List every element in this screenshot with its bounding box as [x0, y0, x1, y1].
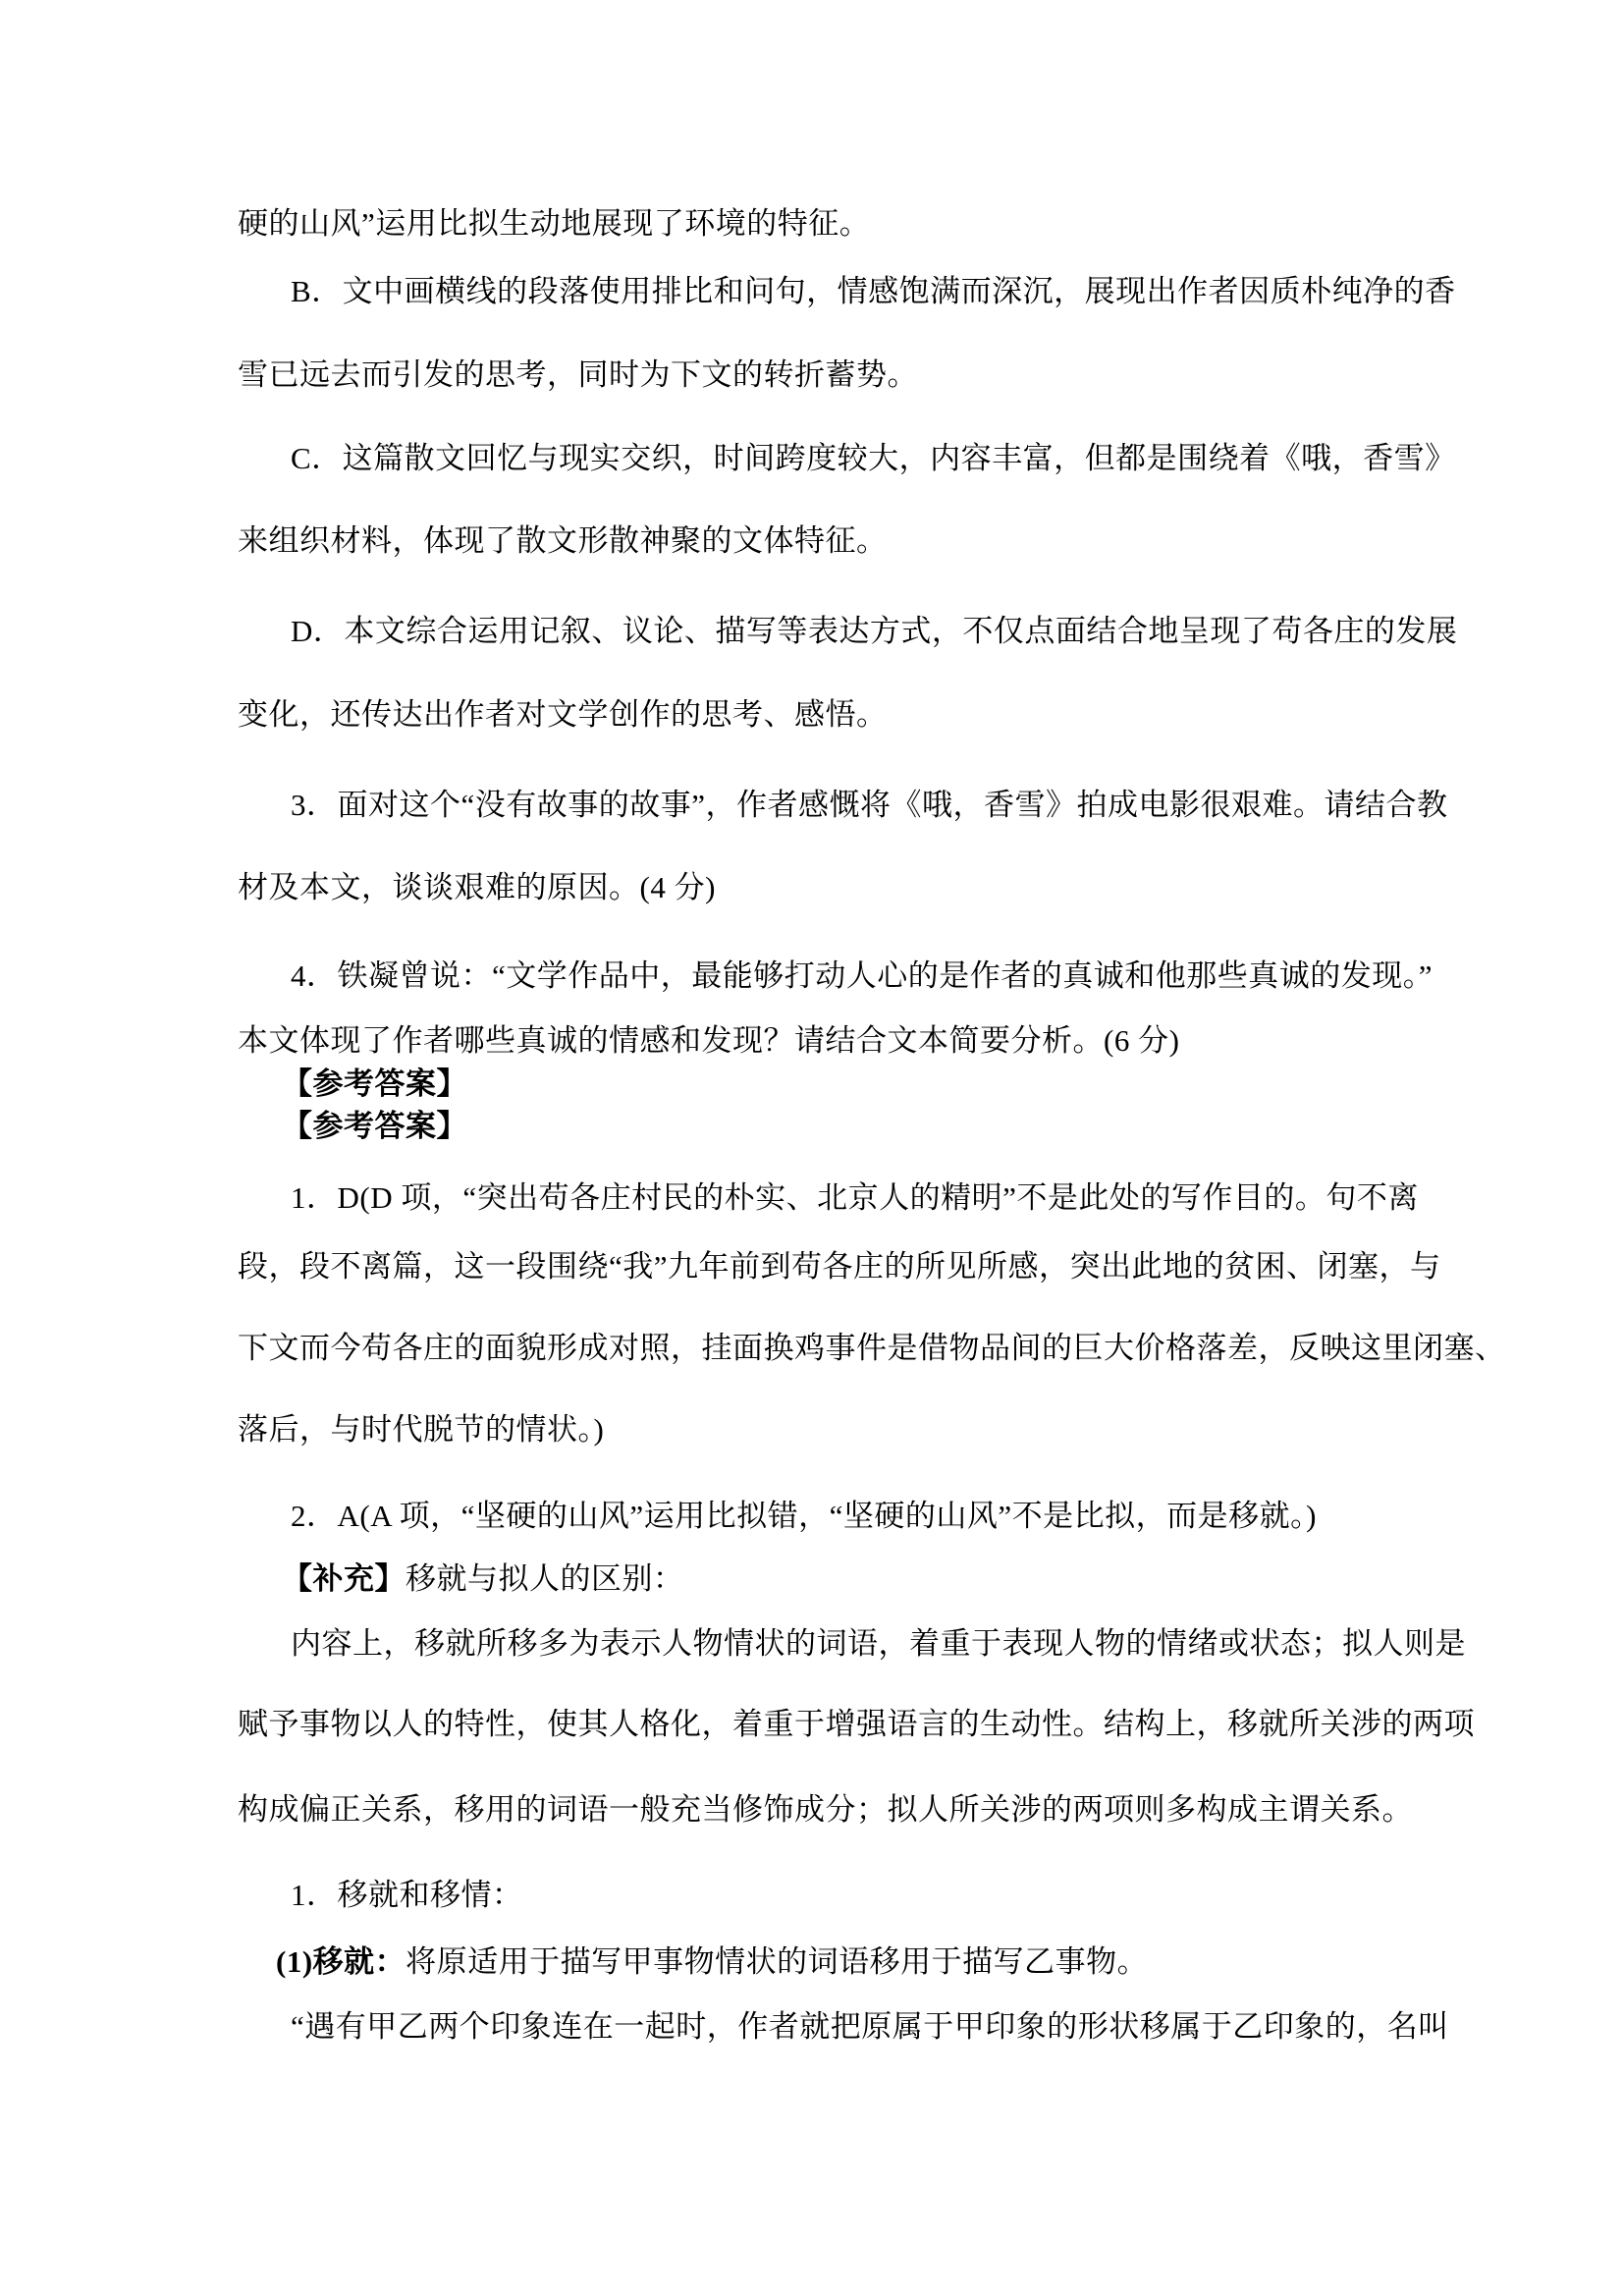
supplement-heading	[282, 1561, 684, 1597]
line-text: 4．铁凝曾说：“文学作品中，最能够打动人心的是作者的真诚和他那些真诚的发现。”	[291, 958, 1434, 993]
text-line	[291, 1626, 1466, 1662]
text-line	[238, 1412, 604, 1448]
text-line	[238, 523, 888, 559]
line-text: 来组织材料，体现了散文形散神聚的文体特征。	[238, 523, 888, 558]
line-text: C．这篇散文回忆与现实交织，时间跨度较大，内容丰富，但都是围绕着《哦，香雪》	[291, 441, 1456, 475]
line-bold-text: 【补充】	[282, 1561, 406, 1596]
line-text: 本文体现了作者哪些真诚的情感和发现？请结合文本简要分析。(6 分)	[238, 1023, 1180, 1058]
line-bold-text: (1)移就：	[276, 1944, 406, 1979]
text-line	[238, 1249, 1441, 1285]
text-line	[291, 1499, 1317, 1534]
text-line	[238, 1792, 1413, 1828]
line-text: 内容上，移就所移多为表示人物情状的词语，着重于表现人物的情绪或状态；拟人则是	[291, 1626, 1466, 1661]
line-text: 硬的山风”运用比拟生动地展现了环境的特征。	[238, 206, 871, 241]
text-line	[291, 1180, 1419, 1216]
line-text: 2．A(A 项，“坚硬的山风”运用比拟错，“坚硬的山风”不是比拟，而是移就。)	[291, 1499, 1317, 1533]
text-line	[238, 206, 870, 242]
text-line	[291, 274, 1456, 309]
line-text: 将原适用于描写甲事物情状的词语移用于描写乙事物。	[406, 1944, 1149, 1979]
line-text: 材及本文，谈谈艰难的原因。(4 分)	[238, 870, 716, 904]
reference-answer-heading	[282, 1109, 467, 1144]
reference-answer-heading	[282, 1066, 467, 1102]
text-line	[238, 697, 888, 733]
line-text: B．文中画横线的段落使用排比和问句，情感饱满而深沉，展现出作者因质朴纯净的香	[291, 274, 1456, 308]
text-line	[291, 1878, 523, 1913]
line-bold-text: 【参考答案】	[282, 1109, 467, 1143]
line-text: 落后，与时代脱节的情状。)	[238, 1412, 605, 1447]
line-text: 段，段不离篇，这一段围绕“我”九年前到苟各庄的所见所感，突出此地的贫困、闭塞，与	[238, 1249, 1441, 1284]
text-line	[276, 1944, 1148, 1980]
line-text: 构成偏正关系，移用的词语一般充当修饰成分；拟人所关涉的两项则多构成主谓关系。	[238, 1792, 1413, 1827]
line-text: 1．移就和移情：	[291, 1878, 523, 1912]
text-line	[238, 357, 918, 393]
text-line	[291, 958, 1433, 994]
line-text: 移就与拟人的区别：	[406, 1561, 684, 1596]
text-line	[291, 441, 1456, 476]
line-text: 赋予事物以人的特性，使其人格化，着重于增强语言的生动性。结构上，移就所关涉的两项	[238, 1707, 1475, 1741]
text-line	[291, 614, 1457, 649]
text-line	[238, 1023, 1179, 1059]
line-text: 1．D(D 项，“突出苟各庄村民的朴实、北京人的精明”不是此处的写作目的。句不离	[291, 1180, 1419, 1215]
line-text: 下文而今苟各庄的面貌形成对照，挂面换鸡事件是借物品间的巨大价格落差，反映这里闭塞、	[238, 1331, 1506, 1365]
text-line	[238, 870, 716, 905]
text-line	[238, 1331, 1506, 1366]
text-line	[238, 1707, 1475, 1742]
line-text: 雪已远去而引发的思考，同时为下文的转折蓄势。	[238, 357, 918, 392]
line-text: “遇有甲乙两个印象连在一起时，作者就把原属于甲印象的形状移属于乙印象的，名叫	[291, 2009, 1449, 2044]
text-line	[291, 2009, 1449, 2045]
line-text: 变化，还传达出作者对文学创作的思考、感悟。	[238, 697, 888, 732]
line-text: 3．面对这个“没有故事的故事”，作者感慨将《哦，香雪》拍成电影很艰难。请结合教	[291, 788, 1448, 822]
line-text: D．本文综合运用记叙、议论、描写等表达方式，不仅点面结合地呈现了苟各庄的发展	[291, 614, 1458, 648]
text-line	[291, 788, 1448, 823]
line-bold-text: 【参考答案】	[282, 1066, 467, 1101]
